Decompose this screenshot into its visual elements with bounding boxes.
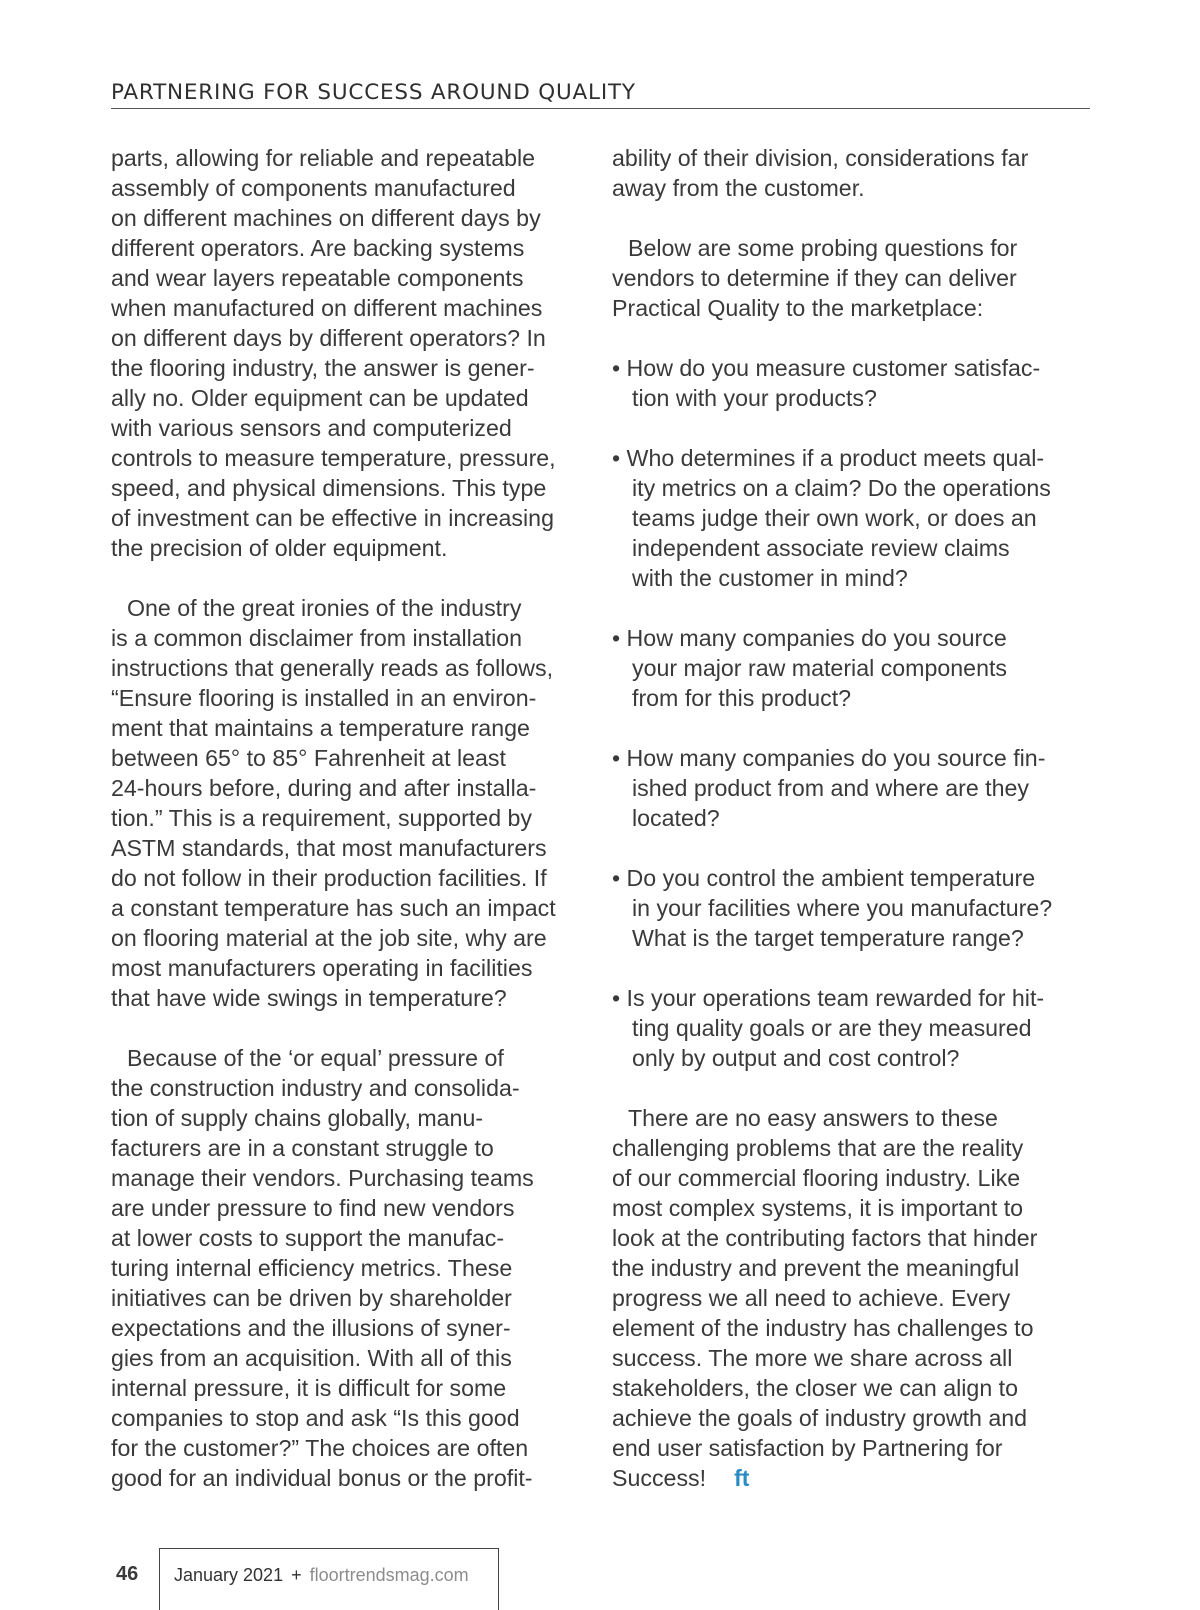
text-line: different operators. Are backing systems <box>111 235 525 261</box>
text-line <box>612 1463 1097 1493</box>
footer-text <box>174 1565 469 1586</box>
end-mark-logo: ft <box>734 1465 750 1491</box>
text-line: • Do you control the ambient temperature <box>612 865 1036 891</box>
text-line: • Is your operations team rewarded for hit- <box>612 985 1045 1011</box>
text-line: your major raw material components <box>632 655 1008 681</box>
text-line: and wear layers repeatable components <box>111 265 524 291</box>
text-line: turing internal efficiency metrics. These <box>111 1255 513 1281</box>
text-line: expectations and the illusions of syner- <box>111 1315 511 1341</box>
paragraph-gap <box>612 713 1097 743</box>
text-line: with various sensors and computerized <box>111 415 512 441</box>
text-line: for the customer?” The choices are often <box>111 1435 529 1461</box>
text-line: teams judge their own work, or does an <box>632 505 1037 531</box>
text-line: of our commercial flooring industry. Like <box>612 1165 1021 1191</box>
paragraph-gap <box>111 1013 596 1043</box>
text-line: ting quality goals or are they measured <box>632 1015 1032 1041</box>
issue-date: January 2021 <box>174 1565 284 1585</box>
text-line: • How many companies do you source fin- <box>612 745 1046 771</box>
website-link[interactable]: floortrendsmag.com <box>309 1565 469 1585</box>
text-line: on flooring material at the job site, why are <box>111 925 547 951</box>
text-line: • How do you measure customer satisfac- <box>612 355 1041 381</box>
text-line: challenging problems that are the reality <box>612 1135 1024 1161</box>
text-line: manage their vendors. Purchasing teams <box>111 1165 534 1191</box>
page-footer <box>111 1548 501 1610</box>
text-line: ASTM standards, that most manufacturers <box>111 835 547 861</box>
paragraph-gap <box>612 593 1097 623</box>
text-line: ity metrics on a claim? Do the operations <box>632 475 1051 501</box>
text-line: on different days by different operators? In <box>111 325 546 351</box>
running-header: PARTNERING FOR SUCCESS AROUND QUALITY <box>111 80 1090 109</box>
text-line: achieve the goals of industry growth and <box>612 1405 1028 1431</box>
text-line: • Who determines if a product meets qual- <box>612 445 1045 471</box>
text-line: only by output and cost control? <box>632 1045 960 1071</box>
text-line: the industry and prevent the meaningful <box>612 1255 1020 1281</box>
text-line: element of the industry has challenges to <box>612 1315 1034 1341</box>
text-line: tion with your products? <box>632 385 877 411</box>
text-line: success. The more we share across all <box>612 1345 1013 1371</box>
footer-box <box>159 1548 499 1610</box>
text-line: is a common disclaimer from installation <box>111 625 523 651</box>
text-line: parts, allowing for reliable and repeatable <box>111 145 536 171</box>
text-line: good for an individual bonus or the profit- <box>111 1465 533 1491</box>
text-line: independent associate review claims <box>632 535 1010 561</box>
text-line: with the customer in mind? <box>632 565 908 591</box>
text-line: facturers are in a constant struggle to <box>111 1135 494 1161</box>
text-line: at lower costs to support the manufac- <box>111 1225 505 1251</box>
text-line: in your facilities where you manufacture? <box>632 895 1053 921</box>
text-line: 24-hours before, during and after installa- <box>111 775 537 801</box>
paragraph-gap <box>612 953 1097 983</box>
text-line: when manufactured on different machines <box>111 295 543 321</box>
paragraph-gap <box>612 203 1097 233</box>
text-line: end user satisfaction by Partnering for <box>612 1435 1003 1461</box>
text-line: that have wide swings in temperature? <box>111 985 507 1011</box>
text-line: ally no. Older equipment can be updated <box>111 385 529 411</box>
text-line: • How many companies do you source <box>612 625 1007 651</box>
text-line: the construction industry and consolida- <box>111 1075 520 1101</box>
text-line: the precision of older equipment. <box>111 535 448 561</box>
text-line: most manufacturers operating in facilities <box>111 955 533 981</box>
text-line: progress we all need to achieve. Every <box>612 1285 1011 1311</box>
text-line: away from the customer. <box>612 175 865 201</box>
text-line: located? <box>632 805 720 831</box>
text-line: gies from an acquisition. With all of this <box>111 1345 512 1371</box>
text-line: speed, and physical dimensions. This type <box>111 475 547 501</box>
last-line-text: Success! <box>612 1465 707 1491</box>
text-line: companies to stop and ask “Is this good <box>111 1405 520 1431</box>
text-line: most complex systems, it is important to <box>612 1195 1024 1221</box>
text-line: “Ensure flooring is installed in an environ- <box>111 685 537 711</box>
text-line: What is the target temperature range? <box>632 925 1024 951</box>
left-column <box>111 143 596 1493</box>
text-line: ability of their division, considerations far <box>612 145 1029 171</box>
text-line: assembly of components manufactured <box>111 175 516 201</box>
text-line: internal pressure, it is difficult for some <box>111 1375 507 1401</box>
text-line: vendors to determine if they can deliver <box>612 265 1017 291</box>
paragraph-gap <box>612 323 1097 353</box>
text-line: stakeholders, the closer we can align to <box>612 1375 1019 1401</box>
paragraph-gap <box>612 833 1097 863</box>
text-line: from for this product? <box>632 685 852 711</box>
text-line: between 65° to 85° Fahrenheit at least <box>111 745 506 771</box>
text-line: are under pressure to find new vendors <box>111 1195 515 1221</box>
text-line: the flooring industry, the answer is gener- <box>111 355 535 381</box>
text-line: tion.” This is a requirement, supported by <box>111 805 533 831</box>
text-line: Below are some probing questions for <box>628 235 1018 261</box>
text-line: instructions that generally reads as follows, <box>111 655 554 681</box>
text-line: do not follow in their production facilities. If <box>111 865 547 891</box>
footer-separator: + <box>291 1565 302 1585</box>
text-line: initiatives can be driven by shareholder <box>111 1285 512 1311</box>
text-line: ment that maintains a temperature range <box>111 715 530 741</box>
right-column <box>612 143 1097 1493</box>
text-line: of investment can be effective in increasing <box>111 505 554 531</box>
text-line: a constant temperature has such an impact <box>111 895 556 921</box>
text-line: on different machines on different days by <box>111 205 541 231</box>
text-line: controls to measure temperature, pressure, <box>111 445 556 471</box>
text-line: ished product from and where are they <box>632 775 1029 801</box>
paragraph-gap <box>612 413 1097 443</box>
page-number: 46 <box>116 1563 139 1585</box>
paragraph-gap <box>612 1073 1097 1103</box>
text-line: One of the great ironies of the industry <box>127 595 522 621</box>
paragraph-gap <box>111 563 596 593</box>
text-line: There are no easy answers to these <box>628 1105 998 1131</box>
text-line: tion of supply chains globally, manu- <box>111 1105 484 1131</box>
text-line: look at the contributing factors that hinder <box>612 1225 1038 1251</box>
text-line: Practical Quality to the marketplace: <box>612 295 984 321</box>
text-line: Because of the ‘or equal’ pressure of <box>127 1045 504 1071</box>
